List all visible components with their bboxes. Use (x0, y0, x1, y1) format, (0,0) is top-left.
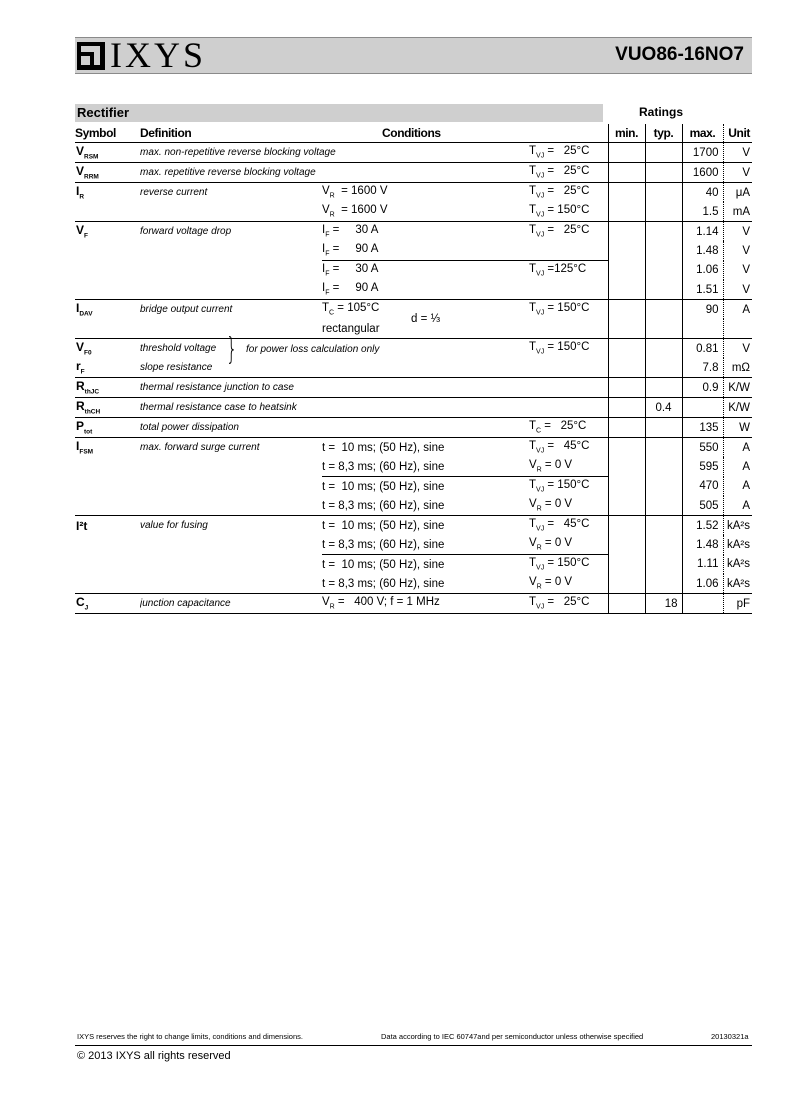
table-row: t = 8,3 ms; (60 Hz), sine $V_R = 0$ V 1.06 kA²s (75, 574, 752, 594)
table-row: $I_F$ = 30 A $T_{VJ} =125^\circ C$ 1.06 V (75, 261, 752, 281)
section-bar (75, 104, 603, 122)
table-row: $I_{DAV}$ bridge output current $T_C = 105^\circ C$ $T_{VJ} = 150^\circ C$ 90 A (76, 301, 750, 318)
table-row: $V_F$ forward voltage drop $I_F$ = 30 A $T_{VJ} = 25^\circ C$ 1.14 V (76, 223, 750, 240)
footer-standard: Data according to IEC 60747and per semiconductor unless otherwise specified (381, 1032, 644, 1041)
footer-disclaimer: IXYS reserves the right to change limits, conditions and dimensions. (77, 1032, 303, 1041)
table-row: t = 10 ms; (50 Hz), sine $T_{VJ} = 150^\circ C$ 1.11 kA²s (75, 555, 752, 575)
page-header (75, 37, 752, 74)
table-row: I²t value for fusing t = 10 ms; (50 Hz), sine $T_{VJ} = 45^\circ C$ 1.52 kA²s (75, 516, 752, 536)
logo-text: IXYS (110, 35, 207, 75)
ratings-label: Ratings (639, 105, 684, 119)
table-row: $r_F$ slope resistance 7.8 mΩ (76, 359, 750, 376)
table-row: $V_{F0}$ threshold voltage $T_{VJ} = 150^\circ C$ 0.81 V (76, 340, 750, 357)
table-row: $I_F$ = 90 A 1.48 V (75, 241, 752, 261)
copyright: © 2013 IXYS all rights reserved (77, 1050, 231, 1062)
table-row: $I_{FSM}$ max. forward surge current t = 10 ms; (50 Hz), sine $T_{VJ} = 45^\circ C$ 550 A (76, 439, 750, 456)
col-max: max. (682, 124, 723, 143)
table-row: $C_J$ junction capacitance $V_R = 400$ V; f = 1 MHz $T_{VJ} = 25^\circ C$ 18 pF (76, 595, 750, 612)
col-unit: Unit (723, 124, 752, 143)
definition-cell: max. non-repetitive reverse blocking voltage (140, 147, 336, 158)
table-row: rectangular (75, 319, 752, 339)
table-row: $V_R = 1600$ V $T_{VJ} = 150^\circ C$ 1.5 mA (75, 202, 752, 222)
footer-divider (75, 1045, 752, 1046)
part-number: VUO86-16NO7 (615, 44, 744, 65)
col-conditions: Conditions (382, 126, 441, 140)
table-row: $V_{RRM}$ max. repetitive reverse blocking voltage $T_{VJ} = 25^\circ C$ 1600 V (76, 164, 750, 181)
table-row: t = 10 ms; (50 Hz), sine $T_{VJ} = 150^\circ C$ 470 A (75, 477, 752, 497)
ixys-logo (77, 35, 207, 75)
logo-mark-icon (77, 42, 105, 70)
temp-cond-cell: $T_{VJ} = 25^\circ C$ (529, 145, 590, 160)
col-min: min. (608, 124, 645, 143)
footer-doc-code: 20130321a (711, 1032, 749, 1041)
table-row: t = 8,3 ms; (60 Hz), sine $V_R = 0$ V 1.48 kA²s (75, 535, 752, 555)
unit-cell: V (723, 143, 752, 163)
table-row: $R_{thCH}$ thermal resistance case to heatsink 0.4 K/W (76, 399, 750, 416)
table-row: $R_{thJC}$ thermal resistance junction to case 0.9 K/W (76, 379, 750, 396)
col-definition: Definition (140, 126, 192, 140)
table-header-row (75, 124, 752, 143)
table-row: $P_{tot}$ total power dissipation $T_C = 25^\circ C$ 135 W (76, 419, 750, 436)
section-title: Rectifier (77, 105, 130, 120)
brace-icon: } (226, 332, 238, 367)
table-row: t = 8,3 ms; (60 Hz), sine $V_R = 0$ V 505 A (75, 496, 752, 516)
duty-cycle: d = ⅓ (411, 313, 441, 325)
col-symbol: Symbol (75, 126, 116, 140)
power-loss-note: for power loss calculation only (246, 344, 380, 355)
table-row: $I_R$ reverse current $V_R = 1600$ V $T_{VJ} = 25^\circ C$ 40 μA (76, 184, 750, 201)
max-cell: 1700 (682, 143, 723, 163)
table-row (75, 143, 752, 163)
col-typ: typ. (645, 124, 682, 143)
table-row: $I_F$ = 90 A 1.51 V (75, 280, 752, 300)
table-row: t = 8,3 ms; (60 Hz), sine $V_R = 0$ V 595 A (75, 457, 752, 477)
ratings-table (75, 124, 752, 614)
symbol-cell: $V_{RSM}$ (76, 144, 99, 161)
